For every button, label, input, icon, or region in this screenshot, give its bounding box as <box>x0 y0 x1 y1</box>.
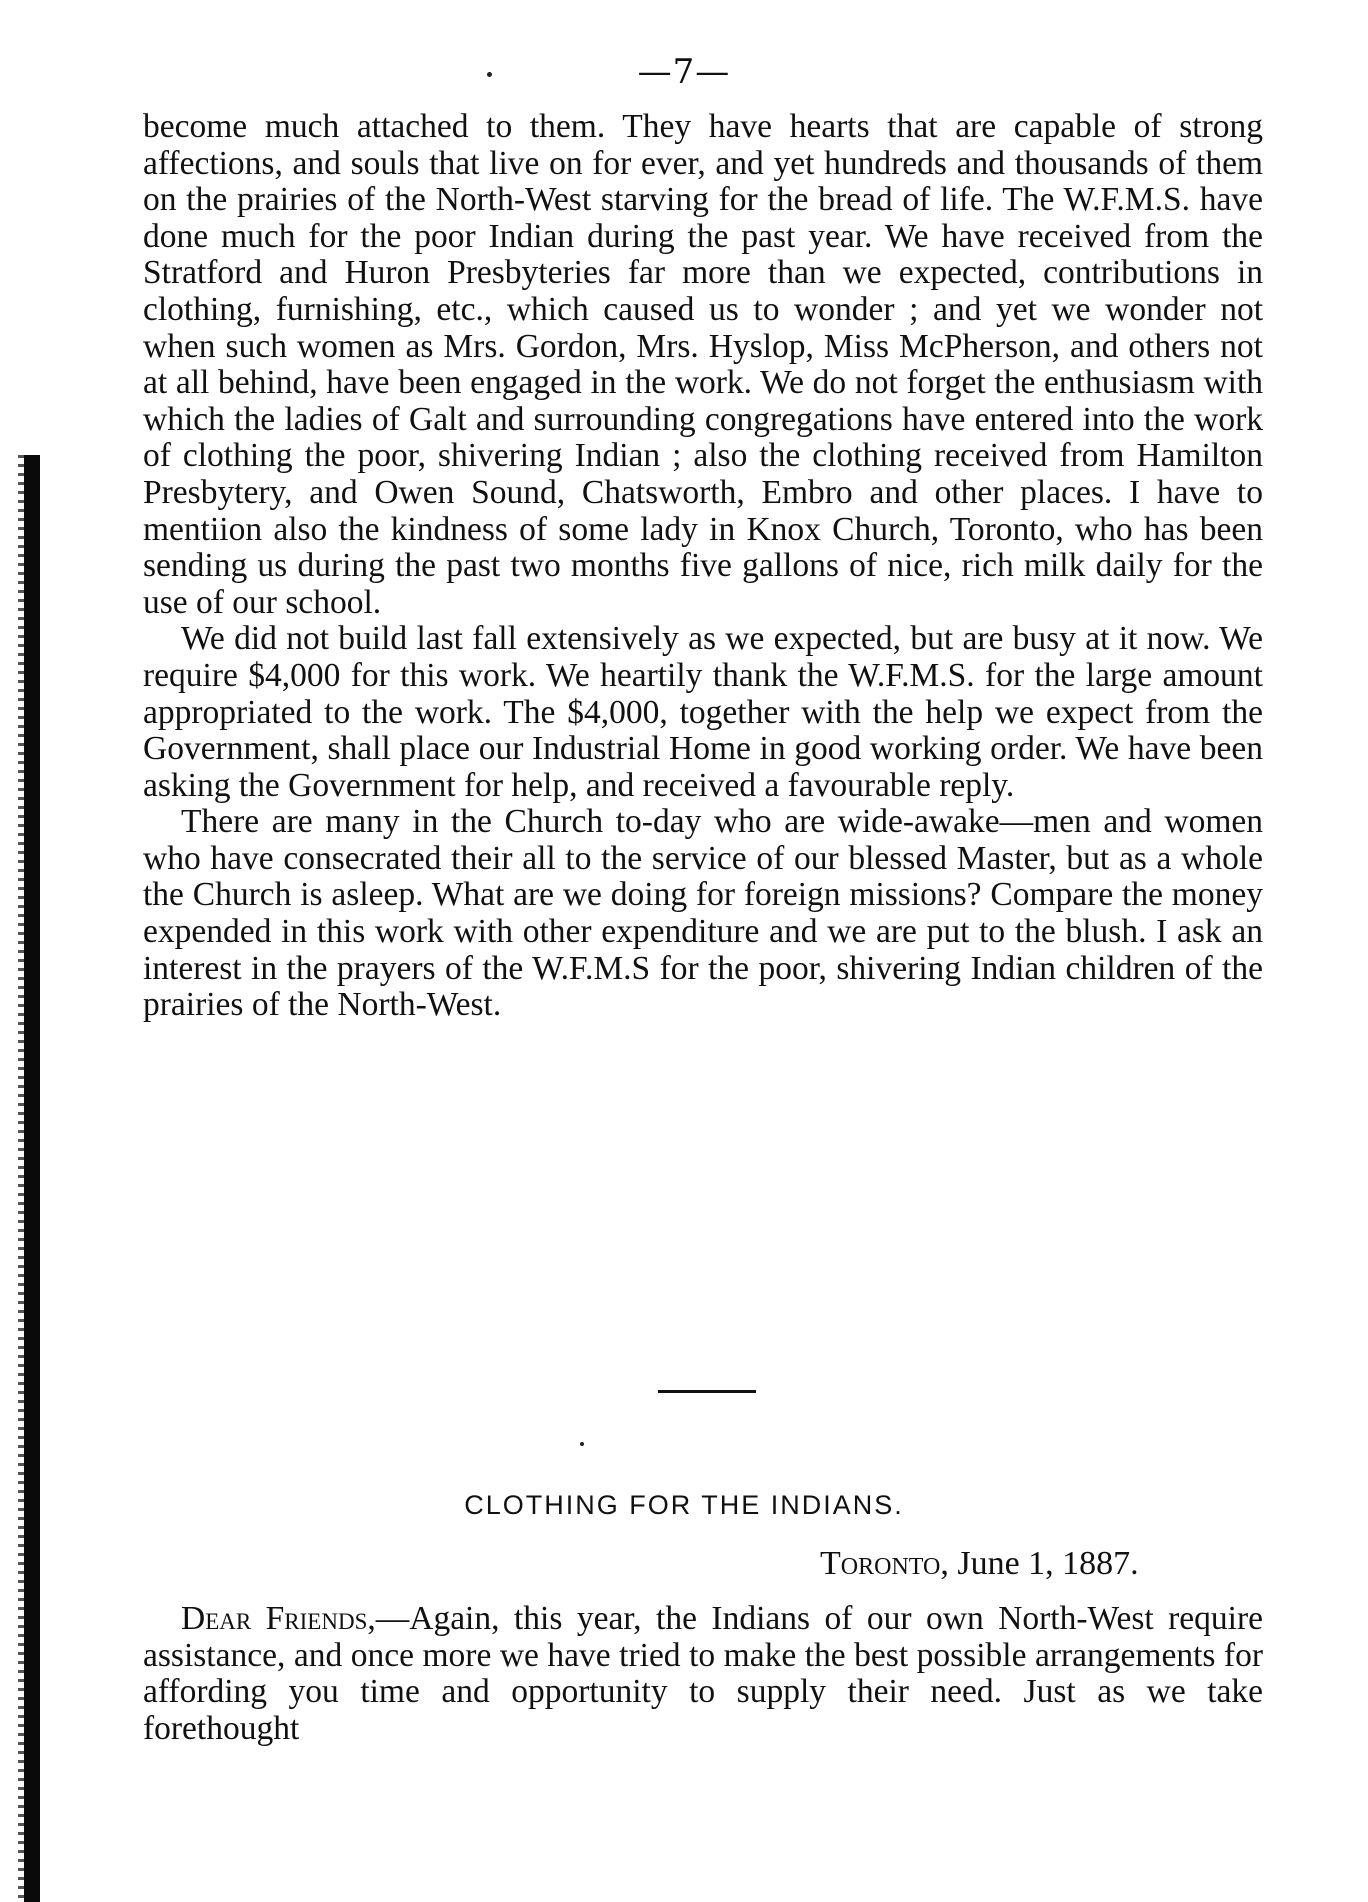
letter-body: —Again, this year, the Indians of our own North-West require assistance, and once more we have tried to make the best possible arrangements for affording you time and opportunity to supply their need. Just as we take forethought <box>143 1600 1263 1747</box>
paragraph: become much attached to them. They have hearts that are capable of strong affections, and souls that live on for ever, and yet hundreds and thousands of them on the prairies of the North-West starving for the bread of life. The W.F.M.S. have done much for the poor Indian during the past year. We have received from the Stratford and Huron Presbyteries far more than we expected, contributions in clothing, furnishing, etc., which caused us to wonder ; and yet we wonder not when such women as Mrs. Gordon, Mrs. Hyslop, Miss McPherson, and others not at all behind, have been engaged in the work. We do not forget the enthusiasm with which the ladies of Galt and surrounding congregations have entered into the work of clothing the poor, shivering Indian ; also the clothing received from Hamilton Presbytery, and Owen Sound, Chatsworth, Embro and other places. I have to mentiion also the kindness of some lady in Knox Church, Toronto, who has been sending us during the past two months five gallons of nice, rich milk daily for the use of our school. <box>143 108 1263 621</box>
section-title: CLOTHING FOR THE INDIANS. <box>464 1490 904 1520</box>
page-number: —7— <box>637 52 731 92</box>
binding-edge-bar <box>24 455 40 1902</box>
salutation: Dear Friends, <box>181 1600 376 1637</box>
continuation-text <box>143 109 1263 1024</box>
print-speck <box>580 1442 584 1446</box>
dateline <box>820 1545 1139 1583</box>
paragraph: There are many in the Church to-day who are wide-awake—men and women who have consecrated their all to the service of our blessed Master, but as a whole the Church is asleep. What are we doing for foreign missions? Compare the money expended in this work with other expenditure and we are put to the blush. I ask an interest in the prayers of the W.F.M.S for the poor, shivering Indian children of the prairies of the North-West. <box>143 803 1263 1024</box>
section-divider <box>658 1390 756 1393</box>
dateline-date: June 1, 1887. <box>948 1545 1139 1582</box>
letter-text <box>143 1601 1263 1747</box>
letter-paragraph <box>143 1601 1263 1747</box>
paragraph: We did not build last fall extensively as we expected, but are busy at it now. We require $4,000 for this work. We heartily thank the W.F.M.S. for the large amount appropriated to the work. The $4,000, together with the help we expect from the Government, shall place our Industrial Home in good working order. We have been asking the Government for help, and received a favourable reply. <box>143 620 1263 804</box>
dateline-place: Toronto, <box>820 1545 949 1582</box>
